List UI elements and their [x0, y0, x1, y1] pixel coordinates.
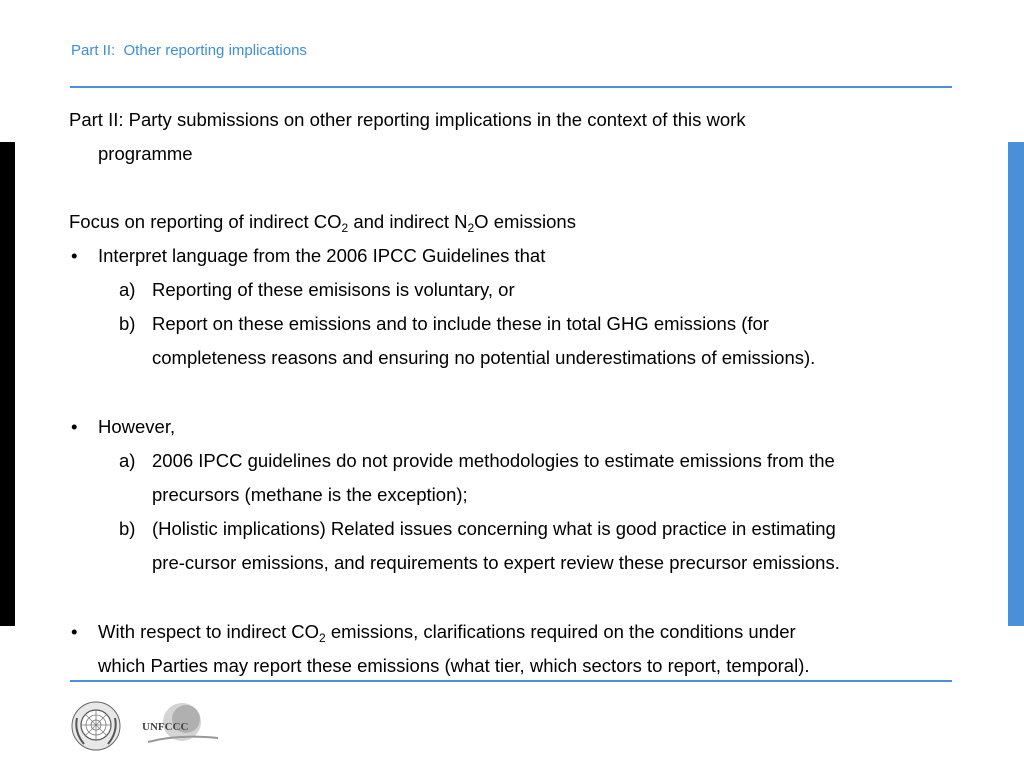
bullet-2-marker: • — [71, 416, 78, 437]
bullet-1-marker: • — [71, 245, 78, 266]
bullet-3-text-1: With respect to indirect CO — [98, 621, 320, 642]
unfccc-logo-text: UNFCCC — [142, 721, 189, 733]
slide-title: Part II: Other reporting implications — [71, 42, 307, 59]
focus-text-1: Focus on reporting of indirect CO — [69, 211, 342, 232]
bullet-1b-line-2: completeness reasons and ensuring no potential underestimations of emissions). — [152, 347, 816, 368]
bullet-1b-marker: b) — [119, 313, 136, 334]
footer-divider — [70, 680, 952, 682]
bullet-3-marker: • — [71, 621, 78, 642]
bullet-2b-marker: b) — [119, 518, 136, 539]
bullet-1-text: Interpret language from the 2006 IPCC Guidelines that — [98, 245, 546, 266]
bullet-2-text: However, — [98, 416, 176, 437]
bullet-1a-marker: a) — [119, 279, 136, 300]
right-edge-bar — [1008, 142, 1024, 626]
bullet-2a-line-2: precursors (methane is the exception); — [152, 484, 468, 505]
bullet-3-line-2: which Parties may report these emissions (what tier, which sectors to report, temporal). — [98, 655, 810, 676]
bullet-1a-text: Reporting of these emisisons is voluntary, or — [152, 279, 515, 300]
bullet-2a-marker: a) — [119, 450, 136, 471]
focus-text-3: O emissions — [474, 211, 576, 232]
footer-logos — [68, 698, 228, 759]
focus-text-2: and indirect N — [348, 211, 468, 232]
co2-subscript: 2 — [319, 631, 326, 645]
focus-line — [69, 205, 576, 239]
bullet-3-line-1 — [98, 615, 796, 649]
un-emblem-icon — [72, 702, 120, 750]
bullet-1b-line-1: Report on these emissions and to include these in total GHG emissions (for — [152, 313, 769, 334]
bullet-2a-line-1: 2006 IPCC guidelines do not provide methodologies to estimate emissions from the — [152, 450, 835, 471]
left-edge-bar — [0, 142, 15, 626]
bullet-3-text-2: emissions, clarifications required on the conditions under — [325, 621, 796, 642]
intro-line-2: programme — [98, 143, 193, 164]
header-divider — [70, 86, 952, 88]
logo-group — [68, 698, 228, 754]
co2-subscript: 2 — [341, 221, 349, 235]
bullet-2b-line-2: pre-cursor emissions, and requirements to expert review these precursor emissions. — [152, 552, 840, 573]
unfccc-logo — [142, 703, 218, 742]
bullet-2b-line-1: (Holistic implications) Related issues concerning what is good practice in estimating — [152, 518, 836, 539]
intro-line-1: Part II: Party submissions on other reporting implications in the context of this work — [69, 109, 746, 130]
n2o-subscript: 2 — [467, 221, 475, 235]
